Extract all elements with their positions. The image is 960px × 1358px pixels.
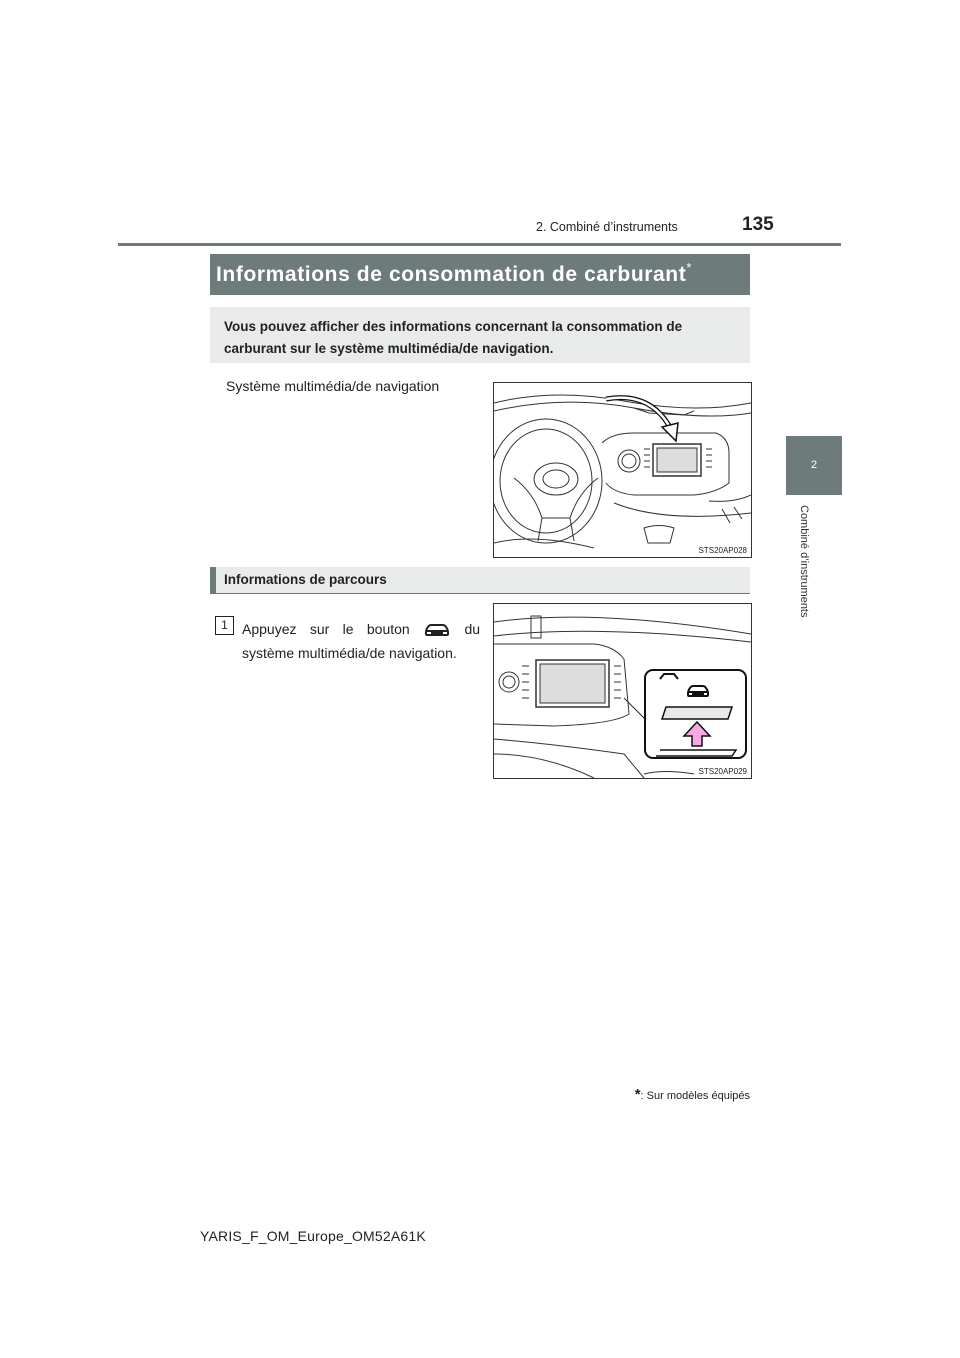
intro-box (210, 307, 750, 363)
page-number: 135 (742, 214, 774, 235)
footnote-text: : Sur modèles équipés (640, 1090, 750, 1102)
title-asterisk: * (686, 260, 692, 275)
footnote-mark: * (634, 1086, 641, 1103)
figure-1-caption: Système multimédia/de navigation (226, 378, 440, 394)
step-number: 1 (215, 616, 234, 635)
chapter-tab: 2 (786, 436, 842, 495)
subsection-rule (210, 593, 750, 594)
step-text-after: du système multimédia/de navigation. (242, 621, 481, 661)
running-header: 2. Combiné d’instruments (536, 220, 678, 234)
subsection-title: Informations de parcours (224, 572, 387, 587)
dashboard-illustration (493, 382, 752, 558)
footnote (620, 1086, 750, 1103)
step-text (242, 617, 480, 665)
multimedia-unit-illustration (493, 603, 752, 779)
chapter-side-label (796, 505, 812, 645)
figure-1-code: STS20AP028 (698, 546, 747, 555)
intro-text: Vous pouvez afficher des informations concernant la consommation de carburant sur le système multimédia/de navigation. (224, 319, 683, 356)
section-title: Informations de consommation de carburant (216, 263, 687, 286)
subsection-title-bar (210, 567, 750, 593)
multimedia-unit-drawing (494, 604, 751, 778)
section-title-bar (210, 254, 750, 295)
document-code: YARIS_F_OM_Europe_OM52A61K (200, 1228, 426, 1244)
car-icon (423, 622, 451, 638)
chapter-side-label-text: Combiné d’instruments (798, 505, 810, 618)
step-text-before: Appuyez sur le bouton (242, 621, 410, 637)
figure-2-code: STS20AP029 (698, 767, 747, 776)
dashboard-drawing (494, 383, 751, 557)
header-rule (118, 243, 841, 246)
